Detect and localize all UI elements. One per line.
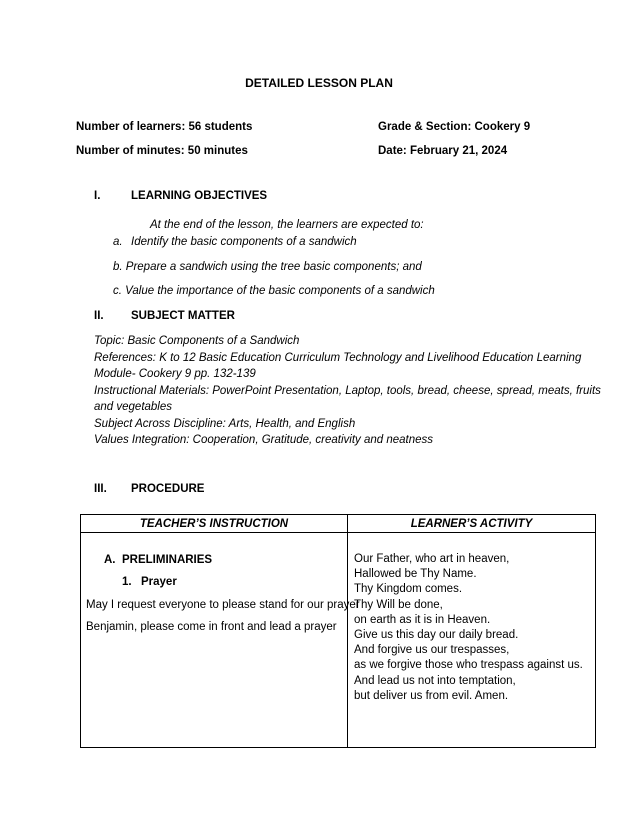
- learner-cell: [348, 533, 596, 748]
- prayer-line: Hallowed be Thy Name.: [354, 568, 477, 581]
- grade-section: Grade & Section: Cookery 9: [378, 121, 531, 133]
- prayer-line: Our Father, who art in heaven,: [354, 553, 510, 565]
- subject-line: Subject Across Discipline: Arts, Health, and English: [94, 417, 356, 430]
- table-header-row: [81, 515, 596, 533]
- procedure-table: [80, 514, 596, 748]
- prayer-line: Thy Kingdom comes.: [354, 583, 463, 596]
- subject-line: Topic: Basic Components of a Sandwich: [94, 335, 300, 347]
- teacher-column-header: TEACHER’S INSTRUCTION: [81, 515, 348, 533]
- subject-line: Instructional Materials: PowerPoint Presentation, Laptop, tools, bread, cheese, spread, meats, fruits: [94, 384, 601, 397]
- section-2-numeral: II.: [94, 310, 104, 322]
- prayer-line: Give us this day our daily bread.: [354, 629, 519, 642]
- learners-count: Number of learners: 56 students: [76, 121, 253, 133]
- objective-a-text: Identify the basic components of a sandwich: [131, 236, 357, 248]
- objective-c: c. Value the importance of the basic components of a sandwich: [113, 285, 435, 297]
- minutes-count: Number of minutes: 50 minutes: [76, 145, 248, 157]
- prayer-line: Thy Will be done,: [354, 598, 443, 611]
- prayer-line: but deliver us from evil. Amen.: [354, 689, 509, 702]
- prayer-heading: Prayer: [141, 576, 177, 588]
- lesson-date: Date: February 21, 2024: [378, 145, 508, 157]
- objectives-intro: At the end of the lesson, the learners are expected to:: [150, 219, 424, 231]
- subject-line: Module- Cookery 9 pp. 132-139: [94, 368, 256, 380]
- section-3-heading: PROCEDURE: [131, 483, 205, 495]
- section-3-numeral: III.: [94, 483, 107, 495]
- prayer-text: [354, 552, 595, 704]
- learner-column-header: LEARNER’S ACTIVITY: [348, 515, 596, 533]
- table-row: [81, 533, 596, 748]
- teacher-instruction-line: May I request everyone to please stand for our prayer: [86, 599, 360, 611]
- objective-a-marker: a.: [113, 236, 123, 248]
- prayer-line: And lead us not into temptation,: [354, 674, 516, 687]
- prelim-marker: A.: [104, 554, 116, 566]
- teacher-instruction-line: Benjamin, please come in front and lead a prayer: [86, 621, 337, 633]
- subject-line: Values Integration: Cooperation, Gratitude, creativity and neatness: [94, 434, 434, 446]
- page-title: DETAILED LESSON PLAN: [245, 76, 393, 90]
- teacher-cell: [81, 533, 360, 748]
- prayer-line: on earth as it is in Heaven.: [354, 613, 491, 626]
- prayer-marker: 1.: [122, 576, 132, 588]
- section-1-heading: LEARNING OBJECTIVES: [131, 190, 268, 202]
- subject-line: References: K to 12 Basic Education Curriculum Technology and Livelihood Education Learning: [94, 351, 582, 364]
- prelim-heading: PRELIMINARIES: [122, 554, 213, 566]
- subject-line: and vegetables: [94, 401, 173, 413]
- prayer-line: as we forgive those who trespass against us.: [354, 659, 583, 672]
- objective-b: b. Prepare a sandwich using the tree basic components; and: [113, 261, 422, 273]
- prayer-line: And forgive us our trespasses,: [354, 644, 510, 657]
- section-1-numeral: I.: [94, 190, 101, 202]
- subject-matter-lines: [94, 333, 601, 449]
- section-2-heading: SUBJECT MATTER: [131, 310, 235, 322]
